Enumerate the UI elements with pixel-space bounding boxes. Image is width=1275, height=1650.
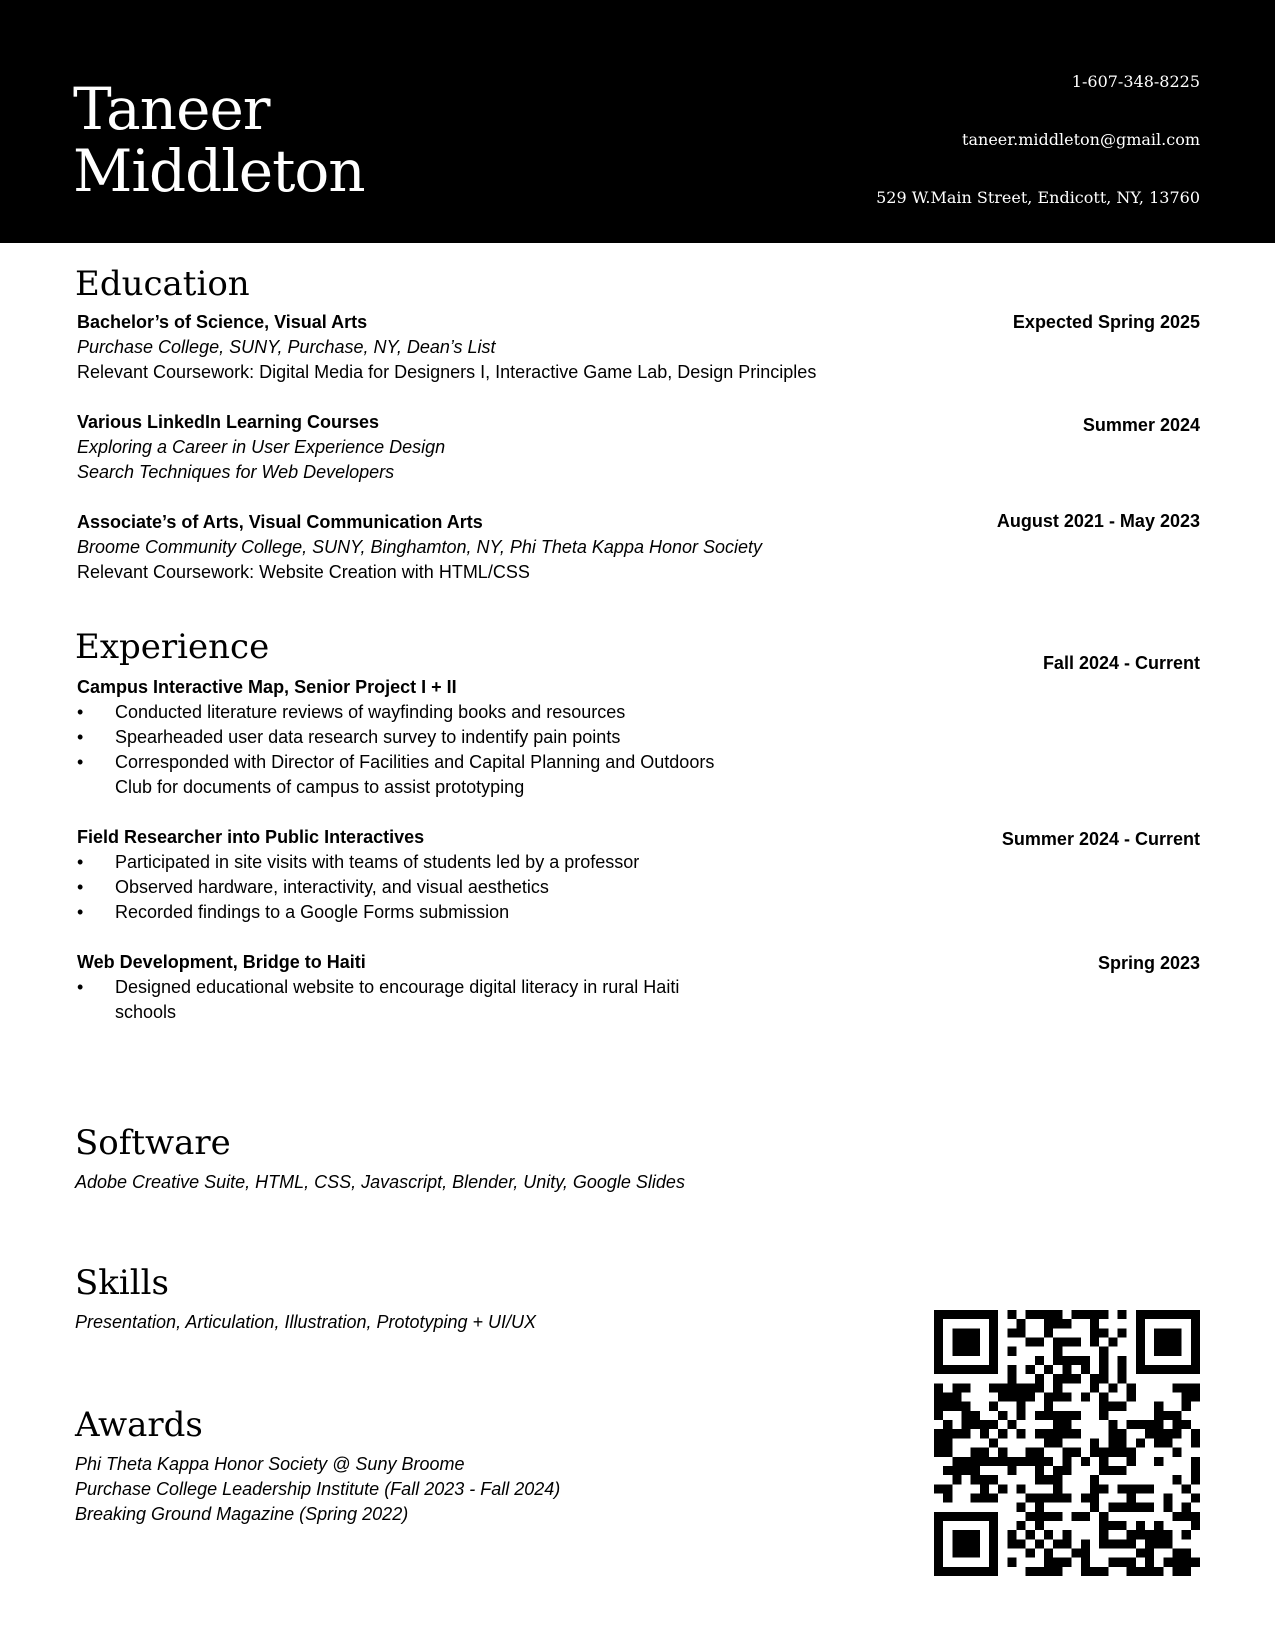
software-list: Adobe Creative Suite, HTML, CSS, Javascript, Blender, Unity, Google Slides <box>75 1172 685 1192</box>
resume-header <box>0 0 1275 243</box>
awards-title: Awards <box>75 1405 203 1445</box>
education-entry-2-course-2: Search Techniques for Web Developers <box>77 462 395 482</box>
skills-list: Presentation, Articulation, Illustration, Prototyping + UI/UX <box>75 1312 537 1332</box>
qr-code-icon[interactable] <box>934 1310 1200 1576</box>
education-entry-1-date: Expected Spring 2025 <box>1012 312 1200 332</box>
experience-entry-1-date: Fall 2024 - Current <box>1042 653 1200 673</box>
award-item-1: Phi Theta Kappa Honor Society @ Suny Broome <box>75 1454 465 1474</box>
email-address: taneer.middleton@gmail.com <box>962 130 1200 149</box>
experience-entry-2-heading: Field Researcher into Public Interactives <box>77 827 425 847</box>
education-entry-2-course-1: Exploring a Career in User Experience Design <box>77 437 446 457</box>
education-entry-3-date: August 2021 - May 2023 <box>996 511 1200 531</box>
experience-entry-2-date: Summer 2024 - Current <box>1001 829 1200 849</box>
list-item: • Observed hardware, interactivity, and visual aesthetics <box>77 877 549 897</box>
list-item: • Conducted literature reviews of wayfinding books and resources <box>77 702 626 722</box>
experience-title: Experience <box>75 627 270 667</box>
education-title: Education <box>75 264 250 304</box>
education-entry-1-coursework: Relevant Coursework: Digital Media for Designers I, Interactive Game Lab, Design Principles <box>77 362 817 382</box>
experience-entry-3-bullets <box>77 975 679 1025</box>
experience-entry-3-heading: Web Development, Bridge to Haiti <box>77 952 366 972</box>
list-item: Club for documents of campus to assist prototyping <box>115 777 525 797</box>
skills-title: Skills <box>75 1263 169 1303</box>
experience-entry-1-heading: Campus Interactive Map, Senior Project I + II <box>77 677 457 697</box>
last-name: Middleton <box>73 137 365 205</box>
education-entry-3-heading: Associate’s of Arts, Visual Communication Arts <box>77 512 483 532</box>
list-item: • Recorded findings to a Google Forms submission <box>77 902 510 922</box>
candidate-name <box>73 75 365 205</box>
experience-entry-2-bullets <box>77 850 639 925</box>
education-entry-2-heading: Various LinkedIn Learning Courses <box>77 412 380 432</box>
list-item: • Designed educational website to encourage digital literacy in rural Haiti <box>77 977 680 997</box>
phone-number: 1-607-348-8225 <box>1071 72 1200 91</box>
list-item: • Participated in site visits with teams of students led by a professor <box>77 852 640 872</box>
list-item: • Spearheaded user data research survey to indentify pain points <box>77 727 621 747</box>
experience-entry-3-date: Spring 2023 <box>1097 953 1200 973</box>
list-item: • Corresponded with Director of Facilities and Capital Planning and Outdoors <box>77 752 715 772</box>
first-name: Taneer <box>73 75 270 143</box>
award-item-3: Breaking Ground Magazine (Spring 2022) <box>75 1504 409 1524</box>
experience-entry-1-bullets <box>77 700 714 800</box>
education-entry-3-school: Broome Community College, SUNY, Binghamton, NY, Phi Theta Kappa Honor Society <box>77 537 763 557</box>
education-entry-1-heading: Bachelor’s of Science, Visual Arts <box>77 312 368 332</box>
street-address: 529 W.Main Street, Endicott, NY, 13760 <box>876 188 1200 207</box>
education-entry-2-date: Summer 2024 <box>1082 415 1200 435</box>
education-entry-3-coursework: Relevant Coursework: Website Creation with HTML/CSS <box>77 562 530 582</box>
list-item: schools <box>115 1002 177 1022</box>
award-item-2: Purchase College Leadership Institute (Fall 2023 - Fall 2024) <box>75 1479 561 1499</box>
education-entry-1-school: Purchase College, SUNY, Purchase, NY, Dean’s List <box>77 337 496 357</box>
software-title: Software <box>75 1123 231 1163</box>
